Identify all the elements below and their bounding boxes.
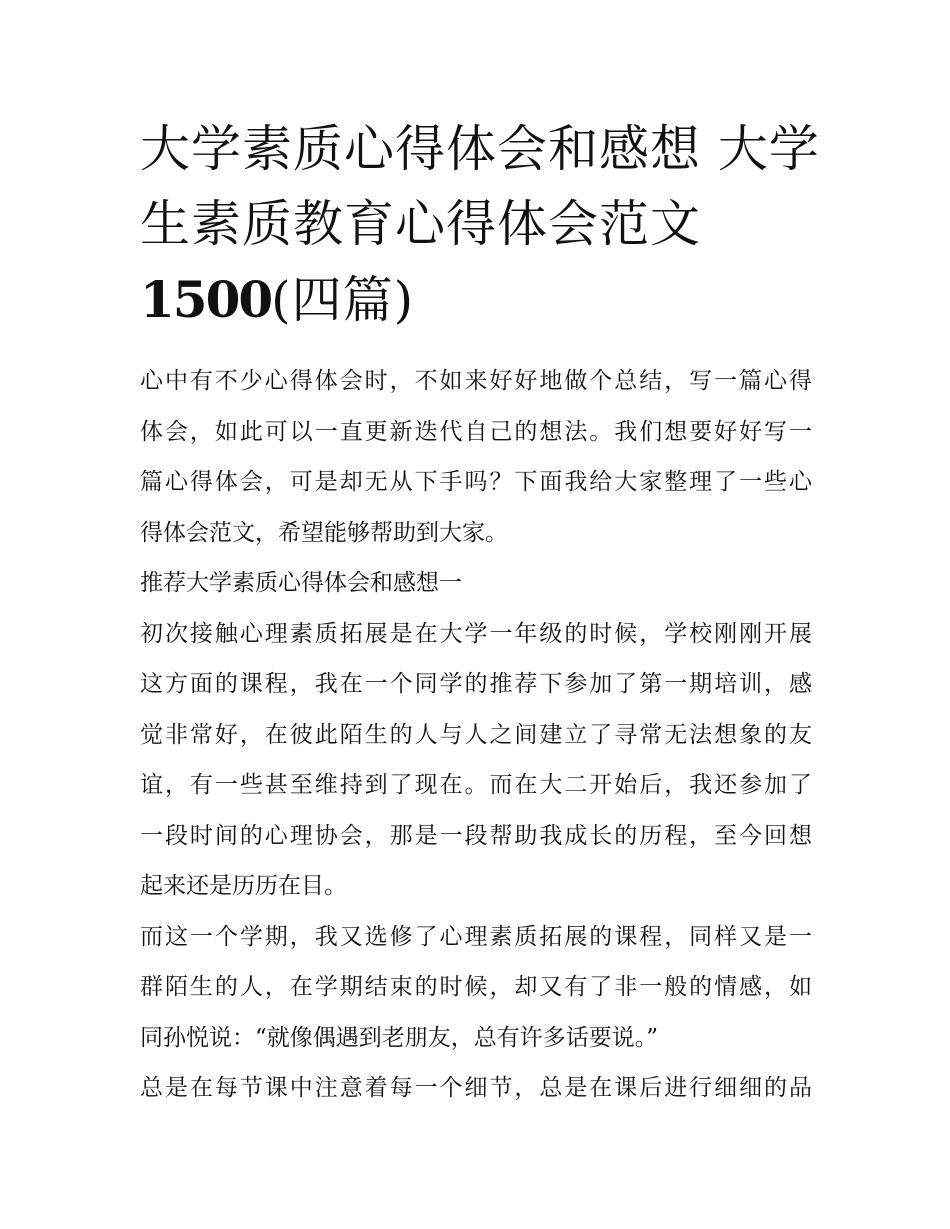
title-line-1: 大学素质心得体会和感想 大学 xyxy=(140,120,820,178)
document-body xyxy=(140,356,812,1114)
text-line: 体会，如此可以一直更新迭代自己的想法。我们想要好好写一 xyxy=(140,418,812,445)
text-line: 总是在每节课中注意着每一个细节，总是在课后进行细细的品 xyxy=(140,1075,812,1101)
text-line: 这方面的课程，我在一个同学的推荐下参加了第一期培训，感 xyxy=(140,671,812,697)
document-title xyxy=(140,112,820,338)
text-line: 起来还是历历在目。 xyxy=(140,873,347,899)
text-line: 群陌生的人，在学期结束的时候，却又有了非一般的情感，如 xyxy=(140,974,812,1000)
title-number: 1500 xyxy=(140,270,272,329)
section-heading: 推荐大学素质心得体会和感想一 xyxy=(140,570,462,596)
text-line: 初次接触心理素质拓展是在大学一年级的时候，学校刚刚开展 xyxy=(140,620,812,647)
title-suffix: (四篇) xyxy=(271,271,415,329)
text-line: 得体会范文，希望能够帮助到大家。 xyxy=(140,519,508,546)
text-line: 谊，有一些甚至维持到了现在。而在大二开始后，我还参加了 xyxy=(140,772,812,798)
text-line: 篇心得体会，可是却无从下手吗？下面我给大家整理了一些心 xyxy=(140,469,812,495)
title-line-2: 生素质教育心得体会范文 xyxy=(140,195,701,253)
text-line: 同孙悦说：“就像偶遇到老朋友，总有许多话要说。” xyxy=(140,1024,659,1051)
text-line: 而这一个学期，我又选修了心理素质拓展的课程，同样又是一 xyxy=(140,923,812,950)
text-line: 心中有不少心得体会时，不如来好好地做个总结，写一篇心得 xyxy=(140,368,812,394)
text-line: 觉非常好，在彼此陌生的人与人之间建立了寻常无法想象的友 xyxy=(140,721,812,748)
text-line: 一段时间的心理协会，那是一段帮助我成长的历程，至今回想 xyxy=(140,822,812,849)
title-line-3 xyxy=(140,262,820,338)
